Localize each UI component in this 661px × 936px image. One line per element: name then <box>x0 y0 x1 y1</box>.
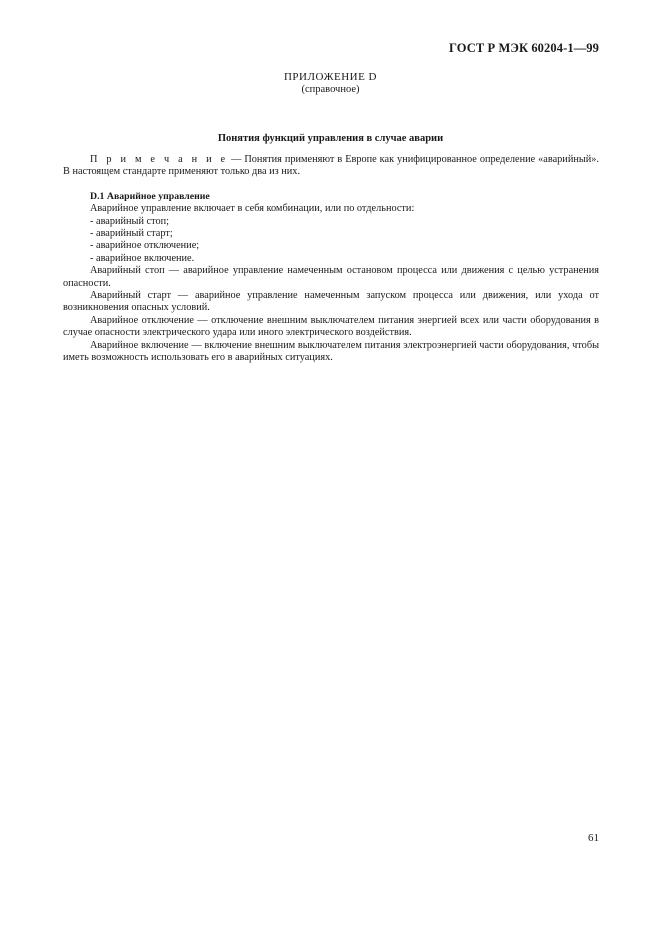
list-item: - аварийный старт; <box>90 228 173 240</box>
section-title: Понятия функций управления в случае аварии <box>217 133 444 144</box>
note-paragraph <box>63 154 599 179</box>
list-item: - аварийный стоп; <box>90 215 170 227</box>
definition-paragraph: Аварийный стоп — аварийное управление намеченным остановом процесса или движения с целью устранения опасности. <box>63 265 599 289</box>
note-label: П р и м е ч а н и е <box>90 154 229 165</box>
subsection-intro: Аварийное управление включает в себя комбинации, или по отдельности: <box>90 203 415 215</box>
appendix-title: ПРИЛОЖЕНИЕ D <box>283 71 377 83</box>
definition-paragraph: Аварийное включение — включение внешним выключателем питания электроэнергией части оборудования, чтобы иметь возможность использовать его в аварийных ситуациях. <box>63 339 599 364</box>
list-item: - аварийное отключение; <box>90 240 200 252</box>
document-code: ГОСТ Р МЭК 60204-1—99 <box>449 41 599 55</box>
definition-paragraph: Аварийное отключение — отключение внешним выключателем питания энергией всех или части оборудования в случае опасности электрического удара или иного электрического воздействия. <box>63 314 599 339</box>
definition-paragraph: Аварийный старт — аварийное управление намеченным запуском процесса или движения, или ухода от возникновения опасных условий. <box>63 290 599 314</box>
page-number: 61 <box>588 832 599 844</box>
list-item: - аварийное включение. <box>90 252 195 264</box>
subsection-heading: D.1 Аварийное управление <box>90 190 210 202</box>
document-body <box>63 154 599 365</box>
note-text: — Понятия применяют в Европе как унифицированное определение «аварийный». В настоящем стандарте применяют только два из них. <box>63 154 599 178</box>
appendix-subtitle: (справочное) <box>301 84 360 95</box>
